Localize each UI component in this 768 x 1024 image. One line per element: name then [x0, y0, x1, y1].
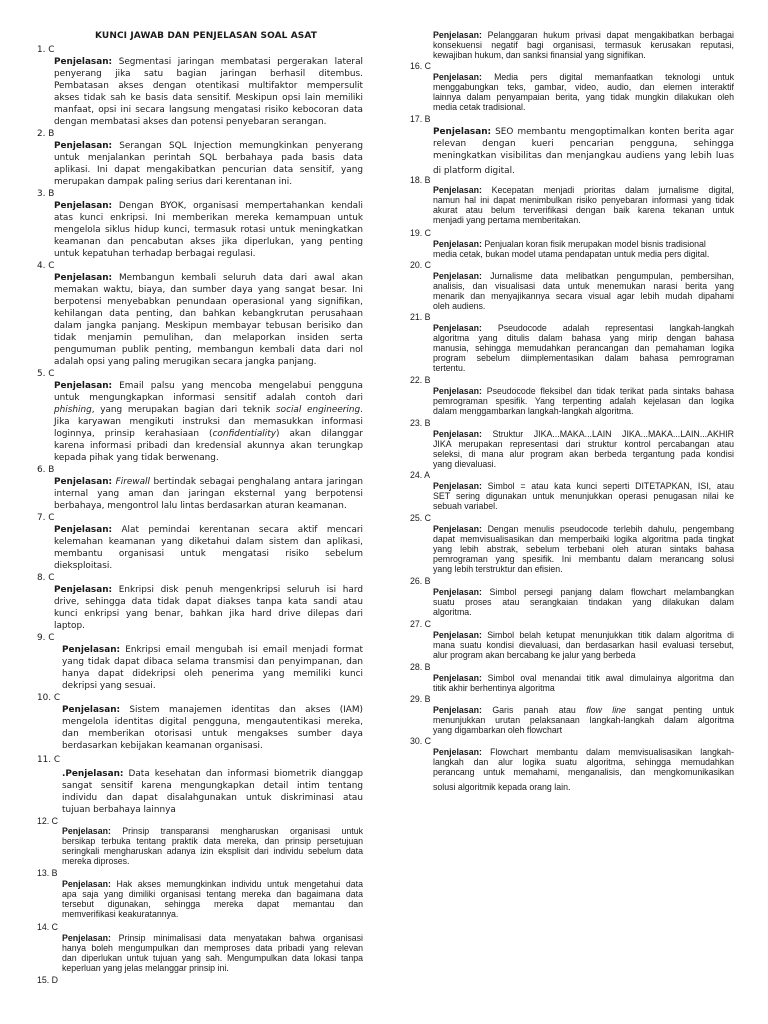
- text-line: [54, 92, 363, 104]
- text-span: Membangun kembali seluruh data dari awal akan: [112, 273, 363, 283]
- text-span: memakan waktu, biaya, dan sumber daya yang sangat besar. Ini: [54, 285, 363, 295]
- text-span: Enkripsi email mengubah isi email menjadi format: [120, 645, 363, 655]
- explanation-label: Penjelasan:: [433, 323, 482, 333]
- text-span: solusi algoritmik kepada orang lain.: [433, 782, 571, 792]
- explanation-label: Penjelasan:: [433, 72, 482, 82]
- text-span: 26. B: [410, 576, 431, 586]
- text-span: bersikap terbuka tentang praktik data mereka, dan prinsip persetujuan: [62, 836, 363, 846]
- text-line: [62, 792, 363, 804]
- text-line: [62, 910, 187, 920]
- text-span: akses tidak sah ke basis data sensitif. Meskipun opsi lain memiliki: [54, 93, 363, 103]
- text-span: akurat atau belum terverifikasi dengan baik karena tekanan untuk: [433, 205, 734, 215]
- text-line: [410, 376, 450, 386]
- text-line: [54, 584, 363, 596]
- text-span: kunci enkripsi yang benar, bahkan jika hard drive dilepas dari: [54, 609, 363, 619]
- text-line: [410, 115, 450, 125]
- text-line: [37, 188, 62, 200]
- text-span: SEO membantu mengoptimalkan konten berita agar: [491, 127, 734, 137]
- text-span: seleksi, di mana alur program akan berbeda tergantung pada kondisi: [433, 449, 734, 459]
- text-line: [62, 857, 132, 867]
- text-span: keamanan dan pencabutan akses jika diperlukan, yang penting: [54, 237, 363, 247]
- text-line: [433, 407, 643, 417]
- text-span: yang tidak dapat dibaca selama transmisi dan penyimpanan, dan: [62, 657, 363, 667]
- text-span: 25. C: [410, 513, 432, 523]
- text-span: ) akan dilanggar: [275, 429, 363, 439]
- text-span: 15. D: [37, 975, 59, 985]
- text-span: menjadi yang pertama memberitakan.: [433, 215, 581, 225]
- text-line: [410, 313, 450, 323]
- text-span: sangat sensitif karena mengungkapkan detail intim tentang: [62, 781, 363, 791]
- text-line: [433, 102, 526, 113]
- text-span: pengumuman publik penting, membangun kembali data dari nol: [54, 345, 363, 355]
- text-span: alur program akan bercabang ke jalur yang berbeda: [433, 650, 636, 660]
- text-line: [54, 332, 363, 344]
- text-span: 16. C: [410, 61, 432, 71]
- text-span: 28. B: [410, 662, 431, 672]
- text-line: [54, 164, 363, 176]
- text-span: dengan membatasi akses dan potensi penyebaran serangan.: [54, 117, 327, 127]
- text-line: [410, 261, 450, 271]
- text-span: lainnya dalam penyampaian berita, yang tidak mungkin dilakukan oleh: [433, 92, 734, 102]
- text-span: Jurnalisme data melibatkan pengumpulan, pembersihan,: [481, 271, 734, 281]
- explanation-label: Penjelasan:: [54, 201, 113, 211]
- text-line: [433, 608, 483, 618]
- text-span: Serangan SQL Injection memungkinkan penyerang: [112, 141, 363, 151]
- text-line: [54, 548, 363, 560]
- text-span: tersebut digunakan, sehingga mereka dapat memantau dan: [62, 899, 363, 909]
- text-line: [433, 684, 573, 694]
- text-line: [54, 308, 363, 320]
- text-span: Simbol belah ketupat menunjukkan titik dalam algoritma di: [481, 630, 734, 640]
- text-line: [37, 464, 62, 476]
- text-line: [37, 869, 77, 879]
- text-span: dalam menggambarkan langkah-langkah algoritma.: [433, 406, 634, 416]
- text-line: [37, 260, 62, 272]
- text-span: Email palsu yang mencoba mengelabui pengguna: [112, 381, 363, 391]
- explanation-label: Penjelasan:: [62, 705, 121, 715]
- text-line: [54, 248, 264, 260]
- text-span: , yang merupakan bagian dari teknik: [91, 405, 277, 415]
- text-line: [433, 138, 734, 150]
- text-span: mengelola siklus hidup kunci, termasuk rotasi untuk meningkatkan: [54, 225, 363, 235]
- text-span: kewajiban hukum, dan sanksi finansial yang signifikan.: [433, 50, 646, 60]
- text-line: [62, 768, 363, 780]
- text-line: [54, 596, 363, 608]
- text-line: [62, 644, 363, 656]
- text-span: Alat pemindai kerentanan secara aktif mencari: [112, 525, 363, 535]
- text-line: [62, 740, 262, 752]
- explanation-label: Penjelasan:: [54, 141, 113, 151]
- text-span: aplikasi. Ini dapat mengakibatkan pencurian data sensitif, yang: [54, 165, 363, 175]
- explanation-label: Penjelasan:: [433, 271, 482, 281]
- text-line: [54, 272, 363, 284]
- text-span: Pembatasan akses dengan otentikasi multifaktor mempersulit: [54, 81, 363, 91]
- explanation-label: Penjelasan:: [62, 933, 111, 943]
- text-line: [54, 224, 363, 236]
- text-line: [54, 320, 363, 332]
- text-span: mana suatu kondisi dievaluasi, dan berdasarkan hasil evaluasi tersebut,: [433, 640, 734, 650]
- explanation-label: Penjelasan:: [433, 630, 482, 640]
- text-span: di platform digital.: [433, 166, 515, 176]
- text-span: JIKA merupakan representasi dari struktur kontrol percabangan atau: [433, 439, 734, 449]
- text-span: Flowchart membantu dalam memvisualisasikan langkah-: [481, 747, 734, 757]
- text-span: dieksploitasi.: [54, 561, 113, 571]
- text-span: merupakan dampak paling serius dari kerentanan ini.: [54, 177, 293, 187]
- text-span: relevan dengan kueri pencarian pengguna, sehingga: [433, 139, 734, 149]
- text-line: [54, 428, 363, 440]
- text-line: [433, 502, 513, 512]
- text-span: adalah opsi yang paling merugikan secara jangka panjang.: [54, 357, 317, 367]
- explanation-label: Penjelasan:: [62, 826, 111, 836]
- explanation-label: Penjelasan:: [54, 273, 113, 283]
- text-span: penyerang jika satu bagian jaringan berhasil ditembus.: [54, 69, 363, 79]
- text-span: internal yang aman dan jaringan eksternal yang berpotensi: [54, 489, 363, 499]
- text-line: [54, 536, 363, 548]
- text-line: [433, 651, 653, 661]
- text-line: [54, 284, 363, 296]
- text-span: media cetak, bukan model utama pendapatan untuk media pers digital.: [433, 249, 710, 259]
- text-span: 10. C: [37, 693, 61, 703]
- text-span: yang digambarkan oleh flowchart: [433, 725, 563, 735]
- text-span: berdasarkan kebijakan keamanan organisasi.: [62, 741, 263, 751]
- text-span: 1. C: [37, 45, 55, 55]
- text-span: program sebelum diimplementasikan dalam bahasa pemrograman: [433, 353, 734, 363]
- text-span: yang lebih terstruktur dan efisien.: [433, 564, 563, 574]
- text-line: [62, 964, 242, 974]
- text-span: dalam jangka panjang. Meskipun membayar tebusan berisiko dan: [54, 321, 363, 331]
- text-span: manfaat, opsi ini secara langsung mengatasi risiko kebocoran data: [54, 105, 363, 115]
- text-line: [54, 104, 363, 116]
- text-span: 13. B: [37, 868, 58, 878]
- explanation-label: Penjelasan:: [54, 477, 113, 487]
- text-span: 3. B: [37, 189, 55, 199]
- text-line: [433, 364, 473, 374]
- text-line: [37, 512, 62, 524]
- text-span: hanya dapat didekripsi oleh penerima yang memiliki kunci: [62, 669, 363, 679]
- page-title: KUNCI JAWAB DAN PENJELASAN SOAL ASAT: [95, 31, 317, 41]
- text-line: [410, 514, 450, 524]
- text-line: [37, 692, 77, 704]
- text-span: Pseudocode fleksibel dan tidak terikat pada sintaks bahasa: [481, 386, 734, 396]
- text-line: [410, 471, 450, 481]
- text-span: namun hal ini dapat menimbulkan risiko penyebaran informasi yang tidak: [433, 195, 734, 205]
- text-line: [62, 780, 363, 792]
- text-span: meningkatkan visibilitas dan menjangkau audiens yang lebih luas: [433, 151, 734, 161]
- text-span: membantu organisasi untuk mengatasi risiko sebelum: [54, 549, 363, 559]
- explanation-label: Penjelasan:: [433, 587, 482, 597]
- explanation-label: Penjelasan:: [433, 481, 482, 491]
- text-span: langkah dan alur logika suatu algoritma, sehingga memudahkan: [433, 757, 734, 767]
- text-line: [433, 598, 734, 608]
- text-span: untuk kepatuhan terhadap berbagai regulasi.: [54, 249, 256, 259]
- text-line: [410, 663, 450, 673]
- text-line: [410, 737, 450, 747]
- text-span: manusia, sehingga memudahkan perancangan dan pemahaman logika: [433, 343, 734, 353]
- text-line: [62, 704, 363, 716]
- text-line: [54, 380, 363, 392]
- text-span: Jika karyawan mengikuti instruksi dan memasukkan informasi: [54, 417, 363, 427]
- text-span: media cetak tradisional.: [433, 102, 526, 112]
- text-line: [54, 236, 363, 248]
- text-span: kehilangan data penting, dan bahkan kebangkrutan perusahaan: [54, 309, 363, 319]
- text-span: berpotensi menyebabkan penundaan operasional yang signifikan,: [54, 297, 363, 307]
- text-line: [37, 754, 77, 766]
- text-span: kelemahan keamanan yang diketahui dalam sistem dan aplikasi,: [54, 537, 363, 547]
- explanation-label: Penjelasan:: [433, 673, 482, 683]
- explanation-label: Penjelasan:: [62, 879, 111, 889]
- text-span: Dengan menulis pseudocode terlebih dahulu, pengembang: [481, 524, 734, 534]
- text-span: Kecepatan menjadi prioritas dalam jurnalisme digital,: [481, 185, 734, 195]
- italic-term: confidentiality: [212, 429, 276, 439]
- explanation-label: Penjelasan:: [54, 525, 113, 535]
- text-span: 19. C: [410, 228, 432, 238]
- text-line: [433, 460, 513, 470]
- text-span: algoritma yang ditulis dalam bahasa yang mirip dengan bahasa: [433, 333, 734, 343]
- italic-term: flow line: [586, 705, 626, 715]
- text-line: [54, 500, 347, 512]
- text-span: keperluan yang jelas melanggar prinsip ini.: [62, 963, 229, 973]
- text-span: laptop.: [54, 621, 85, 631]
- text-span: 4. C: [37, 261, 55, 271]
- text-span: Enkripsi disk penuh mengenkripsi seluruh isi hard: [112, 585, 363, 595]
- text-span: oleh audiens.: [433, 301, 486, 311]
- text-line: [433, 51, 663, 61]
- text-line: [37, 976, 77, 986]
- text-line: [54, 140, 363, 152]
- explanation-label: Penjelasan:: [433, 429, 482, 439]
- text-span: Simbol persegi panjang dalam flowchart melambangkan: [481, 587, 734, 597]
- explanation-label: Penjelasan:: [433, 747, 482, 757]
- text-line: [410, 577, 450, 587]
- text-span: yang dievaluasi.: [433, 459, 497, 469]
- text-span: loginnya, prinsip kerahasiaan (: [54, 429, 213, 439]
- text-line: [54, 116, 332, 128]
- text-line: [54, 620, 94, 632]
- text-span: Segmentasi jaringan membatasi pergerakan lateral: [112, 57, 363, 67]
- text-span: 22. B: [410, 375, 431, 385]
- text-span: sebuah variabel.: [433, 501, 498, 511]
- text-span: hanya boleh mengumpulkan dan memproses data pribadi yang relevan: [62, 943, 363, 953]
- explanation-label: Penjelasan:: [433, 127, 492, 137]
- text-span: dan memberikan otorisasi untuk mengakses sumber daya: [62, 729, 363, 739]
- text-span: tujuan berbahaya lainnya: [62, 805, 176, 815]
- text-line: [433, 216, 593, 226]
- text-line: [433, 250, 734, 260]
- text-line: [433, 565, 573, 575]
- text-line: [54, 560, 114, 572]
- text-span: menggabungkan teks, gambar, video, audio, dan elemen interaktif: [433, 82, 734, 92]
- text-line: [54, 152, 363, 164]
- text-span: menarik dan menyajikannya secara visual agar lebih mudah dipahami: [433, 291, 734, 301]
- text-span: suatu proses atau serangkaian tindakan yang dilakukan dalam: [433, 597, 734, 607]
- text-span: Pseudocode adalah representasi langkah-langkah: [481, 323, 734, 333]
- text-line: [433, 150, 734, 162]
- text-span: Penjualan koran fisik merupakan model bisnis tradisional: [481, 239, 706, 249]
- text-span: Simbol = atau kata kunci seperti DITETAPKAN, ISI, atau: [481, 481, 734, 491]
- text-span: 12. C: [37, 816, 59, 826]
- text-line: [54, 212, 363, 224]
- text-span: Pelanggaran hukum privasi dapat mengakibatkan berbagai: [481, 30, 734, 40]
- explanation-label: Penjelasan:: [433, 239, 482, 249]
- text-span: tertentu.: [433, 363, 466, 373]
- text-span: 27. C: [410, 619, 432, 629]
- text-span: 7. C: [37, 513, 55, 523]
- text-line: [37, 368, 62, 380]
- explanation-label: Penjelasan:: [433, 30, 482, 40]
- text-line: [433, 726, 573, 736]
- text-line: [410, 620, 450, 630]
- text-span: Data kesehatan dan informasi biometrik dianggap: [123, 769, 363, 779]
- text-line: [54, 344, 363, 356]
- text-line: [54, 476, 363, 488]
- text-span: atas kunci enkripsi. Ini memberikan mereka kemampuan untuk: [54, 213, 363, 223]
- text-span: Simbol oval menandai titik awal dimulainya algoritma dan: [481, 673, 734, 683]
- text-line: [37, 44, 62, 56]
- text-span: karena informasi pribadi dan kredensial akunnya akan terungkap: [54, 441, 363, 451]
- text-span: Media pers digital memanfaatkan teknologi untuk: [481, 72, 734, 82]
- text-span: kepada pihak yang tidak berwenang.: [54, 453, 219, 463]
- explanation-label: Penjelasan:: [54, 57, 113, 67]
- text-line: [410, 419, 450, 429]
- text-line: [54, 356, 344, 368]
- text-span: 6. B: [37, 465, 55, 475]
- text-line: [54, 452, 224, 464]
- text-line: [37, 128, 62, 140]
- text-span: bertindak sebagai penghalang antara jaringan: [149, 477, 364, 487]
- text-span: dan diperlukan untuk tujuan yang sah. Mengumpulkan data lokasi tanpa: [62, 953, 363, 963]
- text-span: dekripsi yang sesuai.: [62, 681, 156, 691]
- text-span: 18. B: [410, 175, 431, 185]
- text-span: Prinsip transparansi mengharuskan organisasi untuk: [110, 826, 363, 836]
- text-span: Garis panah atau: [481, 705, 587, 715]
- text-line: [433, 354, 734, 364]
- explanation-label: Penjelasan:: [54, 585, 113, 595]
- text-line: [37, 572, 62, 584]
- text-line: [62, 668, 363, 680]
- text-line: [54, 56, 363, 68]
- text-line: [62, 728, 363, 740]
- text-span: 11. C: [37, 755, 61, 765]
- italic-term: social engineering: [276, 405, 361, 415]
- text-span: untuk mengungkapkan informasi sensitif adalah contoh dari: [54, 393, 363, 403]
- text-span: 21. B: [410, 312, 431, 322]
- text-span: apa saja yang dimiliki organisasi tentang mereka dan bagaimana data: [62, 889, 363, 899]
- text-line: [37, 632, 77, 644]
- text-span: 8. C: [37, 573, 55, 583]
- text-span: 5. C: [37, 369, 55, 379]
- text-line: [54, 68, 363, 80]
- text-line: [54, 404, 363, 416]
- explanation-label: Penjelasan:: [54, 381, 113, 391]
- text-span: yang lebih abstrak, sebelum terbebani oleh aturan sintaks bahasa: [433, 544, 734, 554]
- text-span: memverifikasi keakuratannya.: [62, 909, 179, 919]
- text-span: pemrograman yang spesifik. Ini membantu dalam merancang solusi: [433, 554, 734, 564]
- text-span: 29. B: [410, 694, 431, 704]
- text-span: SET sering digunakan untuk menunjukkan operasi penugasan nilai ke: [433, 491, 734, 501]
- explanation-label: Penjelasan:: [433, 705, 482, 715]
- text-span: tidak menjamin pemulihan, dan melaporkan insiden serta: [54, 333, 363, 343]
- text-span: individu dan dapat disalahgunakan untuk diskriminasi atau: [62, 793, 363, 803]
- text-span: 17. B: [410, 114, 431, 124]
- text-span: menunjukkan urutan pelaksanaan langkah-langkah dalam algoritma: [433, 715, 734, 725]
- text-line: [62, 804, 182, 816]
- text-line: [54, 176, 302, 188]
- text-span: Struktur JIKA...MAKA...LAIN JIKA...MAKA...LAIN...AKHIR: [481, 429, 734, 439]
- text-span: 30. C: [410, 736, 432, 746]
- italic-term: Firewall: [115, 477, 150, 487]
- text-span: 24. A: [410, 470, 431, 480]
- text-span: Sistem manajemen identitas dan akses (IAM): [120, 705, 363, 715]
- explanation-label: .Penjelasan:: [62, 769, 124, 779]
- text-line: [54, 80, 363, 92]
- text-span: berbahaya, mengontrol lalu lintas berdasarkan aturan keamanan.: [54, 501, 347, 511]
- text-span: sangat penting untuk: [625, 705, 734, 715]
- text-span: drive, sehingga data tidak dapat diakses tanpa kata sandi atau: [54, 597, 363, 607]
- explanation-label: Penjelasan:: [433, 524, 482, 534]
- text-span: algoritma.: [433, 607, 472, 617]
- text-span: mereka diproses.: [62, 856, 130, 866]
- text-span: .: [360, 405, 363, 415]
- text-span: titik akhir berhentinya algoritma: [433, 683, 555, 693]
- text-line: [62, 680, 162, 692]
- text-span: Hak akses memungkinkan individu untuk mengetahui data: [110, 879, 363, 889]
- text-span: 9. C: [37, 633, 55, 643]
- text-span: analisis, dan visualisasi data untuk menemukan narasi berita yang: [433, 281, 734, 291]
- text-line: [62, 716, 363, 728]
- text-line: [54, 296, 363, 308]
- text-span: Prinsip minimalisasi data menyatakan bahwa organisasi: [110, 933, 363, 943]
- text-line: [433, 783, 583, 793]
- text-span: 14. C: [37, 922, 59, 932]
- explanation-label: Penjelasan:: [62, 645, 121, 655]
- text-span: 23. B: [410, 418, 431, 428]
- text-span: Dengan BYOK, organisasi mempertahankan kendali: [112, 201, 363, 211]
- text-line: [37, 923, 77, 933]
- text-span: seringkali mengharuskan adanya izin eksplisit dari individu sebelum data: [62, 846, 363, 856]
- text-span: konsekuensi negatif bagi organisasi, termasuk kerusakan reputasi,: [433, 40, 734, 50]
- text-span: untuk menjalankan perintah SQL berbahaya pada basis data: [54, 153, 363, 163]
- text-line: [410, 62, 450, 72]
- explanation-label: Penjelasan:: [433, 386, 482, 396]
- text-line: [62, 656, 363, 668]
- text-line: [54, 488, 363, 500]
- text-line: [54, 200, 363, 212]
- text-line: [433, 768, 734, 778]
- text-span: perancang untuk memahami, menganalisis, dan mengkomunikasikan: [433, 767, 734, 777]
- text-line: [54, 524, 363, 536]
- text-span: dapat memvisualisasikan dan memperbaiki logika algoritma pada tingkat: [433, 534, 734, 544]
- italic-term: phishing: [54, 405, 92, 415]
- text-span: mengelola identitas digital pengguna, mengautentikasi mereka,: [62, 717, 363, 727]
- text-span: pemrograman spesifik. Yang terpenting adalah kejelasan dan logika: [433, 396, 734, 406]
- text-line: [433, 126, 734, 138]
- text-span: 2. B: [37, 129, 55, 139]
- text-line: [54, 608, 363, 620]
- text-span: 20. C: [410, 260, 432, 270]
- text-line: [54, 416, 363, 428]
- text-line: [410, 229, 450, 239]
- text-line: [410, 695, 450, 705]
- text-line: [54, 440, 363, 452]
- text-line: [54, 392, 363, 404]
- explanation-label: Penjelasan:: [433, 185, 482, 195]
- text-line: [433, 302, 493, 312]
